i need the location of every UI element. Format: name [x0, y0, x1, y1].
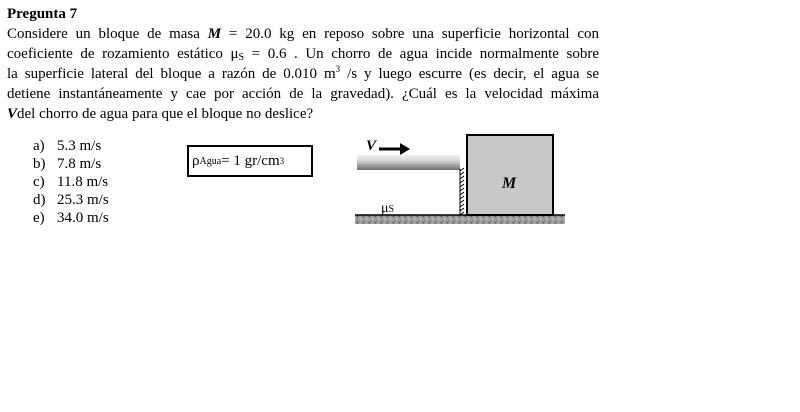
- ground-surface: [355, 215, 565, 224]
- mass-symbol: M: [207, 26, 222, 42]
- statement-line-1: Considere un bloque de masa M = 20.0 kg en reposo sobre una superficie horizontal con: [7, 26, 599, 42]
- velocity-label: V: [366, 138, 377, 154]
- block-label: M: [502, 175, 517, 192]
- mu-symbol: μ: [230, 46, 239, 62]
- question-statement: [7, 24, 599, 124]
- statement-line-5: Vdel chorro de agua para que el bloque no deslice?: [7, 106, 314, 122]
- water-density-box: ρ Agua = 1 gr/cm 3: [187, 145, 313, 177]
- option-d[interactable]: d) 25.3 m/s: [33, 192, 109, 208]
- option-c[interactable]: c) 11.8 m/s: [33, 174, 109, 190]
- impact-hatch: [460, 168, 464, 215]
- statement-line-2: coeficiente de rozamiento estático μS = 0.6 . Un chorro de agua incide normalmente sobre: [7, 46, 599, 63]
- cubic-exponent: 3: [335, 64, 341, 74]
- mu-subscript: S: [238, 52, 245, 63]
- statement-line-4: detiene instantáneamente y cae por acción de la gravedad). ¿Cuál es la velocidad máxima: [7, 86, 599, 102]
- friction-label: μS: [381, 201, 395, 216]
- diagram-svg: [350, 125, 570, 230]
- rho-subscript: Agua: [199, 155, 222, 167]
- rho-symbol: ρ: [192, 152, 200, 169]
- statement-line-3: la superficie lateral del bloque a razón de 0.010 $m^3$ /s y luego escurre (es decir, el agua se: [7, 64, 599, 82]
- physics-diagram: [350, 125, 570, 230]
- option-b[interactable]: b) 7.8 m/s: [33, 156, 102, 172]
- water-jet: [357, 155, 460, 170]
- option-a[interactable]: a) 5.3 m/s: [33, 138, 102, 154]
- velocity-arrow: [379, 143, 410, 155]
- answer-options: [33, 137, 109, 227]
- question-title: Pregunta 7: [7, 6, 78, 22]
- velocity-symbol: V: [7, 106, 18, 122]
- option-e[interactable]: e) 34.0 m/s: [33, 210, 109, 226]
